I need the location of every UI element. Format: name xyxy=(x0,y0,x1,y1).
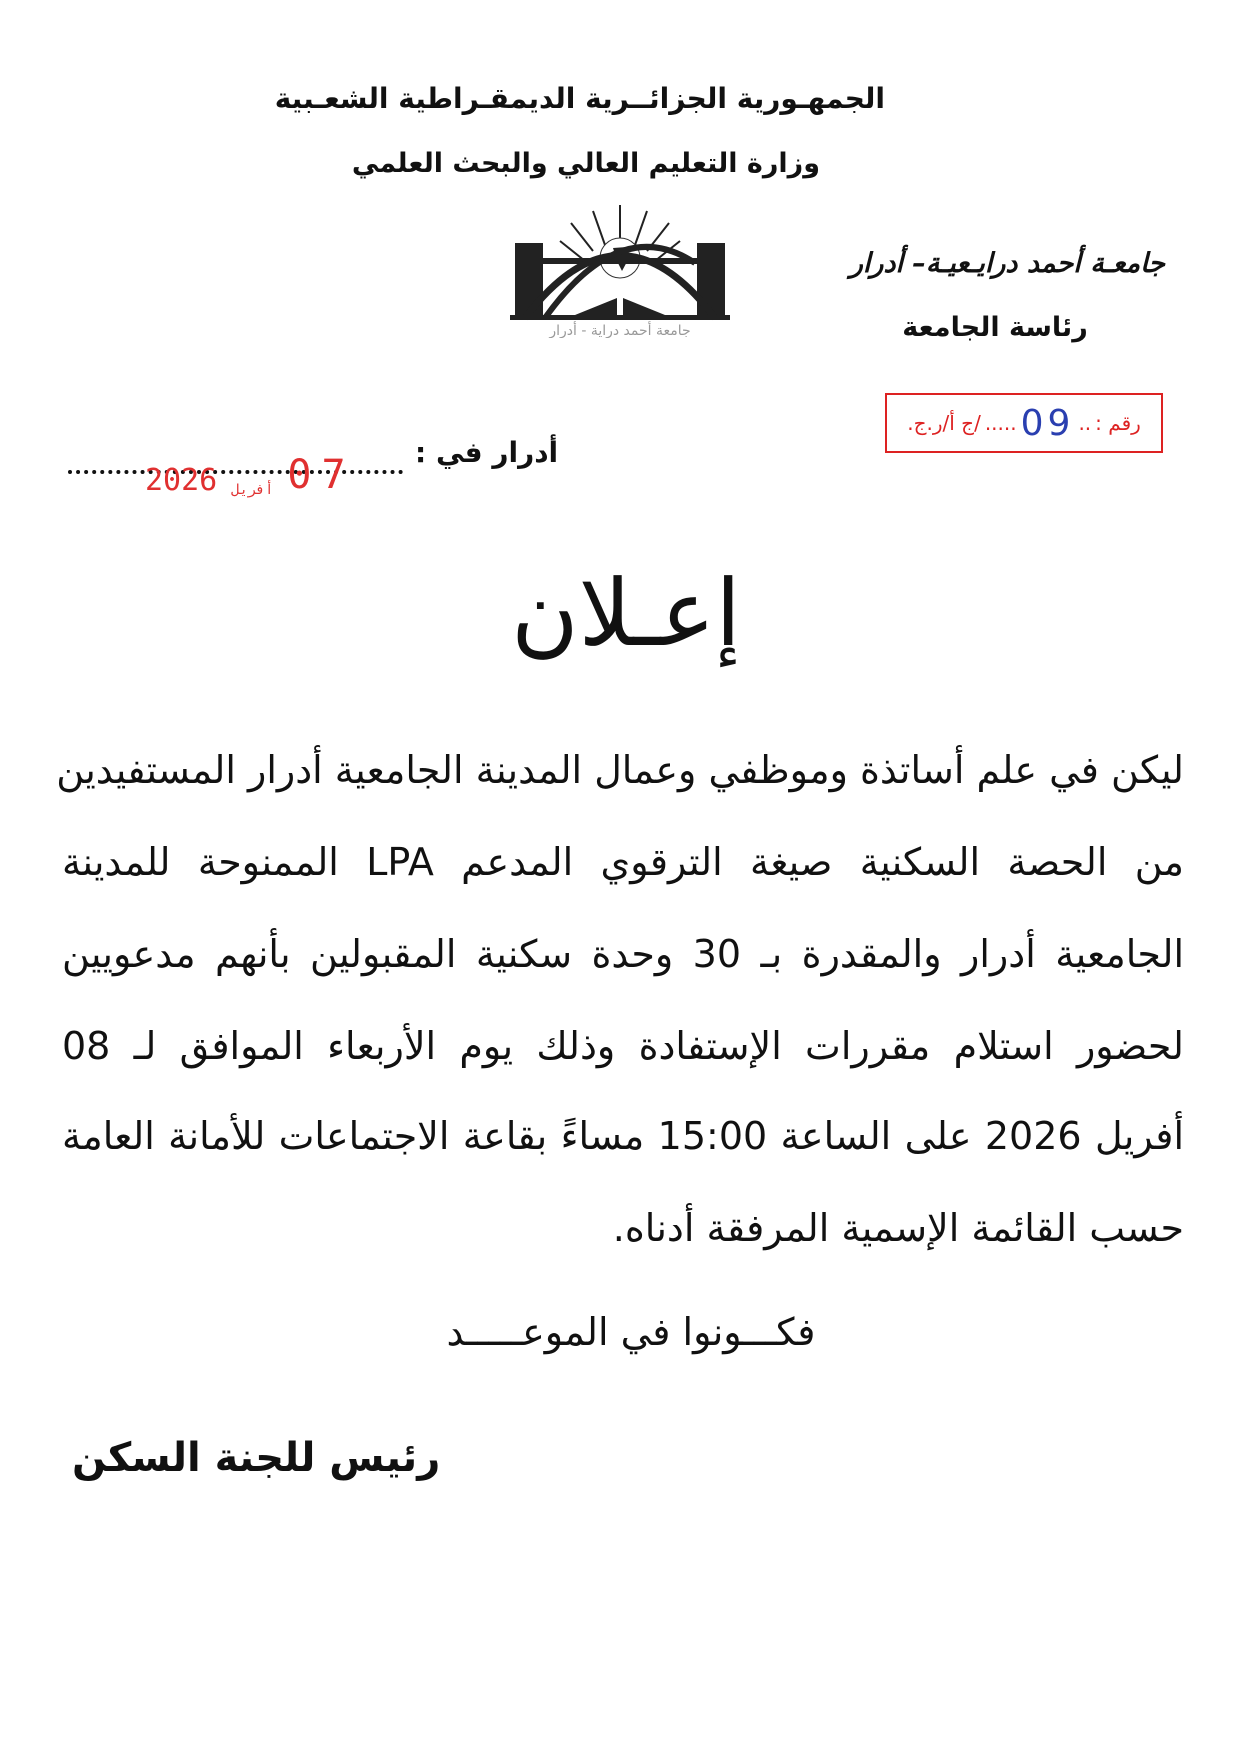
body-line: حسب القائمة الإسمية المرفقة أدناه. xyxy=(612,1206,1184,1250)
logo-caption: جامعة أحمد دراية - أدرار xyxy=(549,323,691,338)
reference-number: 09 xyxy=(1020,402,1075,444)
closing-line: فكـــونوا في الموعـــــد xyxy=(446,1310,816,1354)
reference-stamp xyxy=(885,393,1163,453)
reference-suffix: /ج أ/ر.ج. xyxy=(907,411,981,435)
reference-dots-left: ..... xyxy=(984,411,1017,435)
body-line: الجامعية أدرار والمقدرة بـ 30 وحدة سكنية المقبولين بأنهم مدعويين xyxy=(62,932,1184,976)
reference-label: رقم : xyxy=(1095,411,1141,435)
body-line: أفريل 2026 على الساعة 15:00 مساءً بقاعة الاجتماعات للأمانة العامة xyxy=(62,1114,1185,1158)
date-year: 2026 xyxy=(145,463,218,498)
signature-title: رئيس للجنة السكن xyxy=(72,1435,441,1481)
reference-dots-right: .. xyxy=(1078,411,1092,435)
presidency-label: رئاسة الجامعة xyxy=(902,312,1088,343)
body-line: ليكن في علم أساتذة وموظفي وعمال المدينة الجامعية أدرار المستفيدين xyxy=(56,748,1184,792)
university-name: جامعـة أحمد درايـعيـة– أدرار xyxy=(849,248,1165,279)
ministry-heading: وزارة التعليم العالي والبحث العلمي xyxy=(351,148,820,179)
date-stamp xyxy=(145,452,356,498)
body-line: من الحصة السكنية صيغة الترقوي المدعم LPA الممنوحة للمدينة xyxy=(62,840,1184,884)
university-logo xyxy=(505,203,735,338)
place-date-label: أدرار في : xyxy=(415,436,559,469)
date-month: أفريل xyxy=(231,482,274,498)
date-day: 07 xyxy=(287,452,356,498)
republic-heading: الجمهـورية الجزائــرية الديمقـراطية الشعـبية xyxy=(274,82,885,115)
announcement-title: إعـلان xyxy=(511,560,741,667)
body-line: لحضور استلام مقررات الإستفادة وذلك يوم الأربعاء الموافق لـ 08 xyxy=(62,1024,1184,1068)
